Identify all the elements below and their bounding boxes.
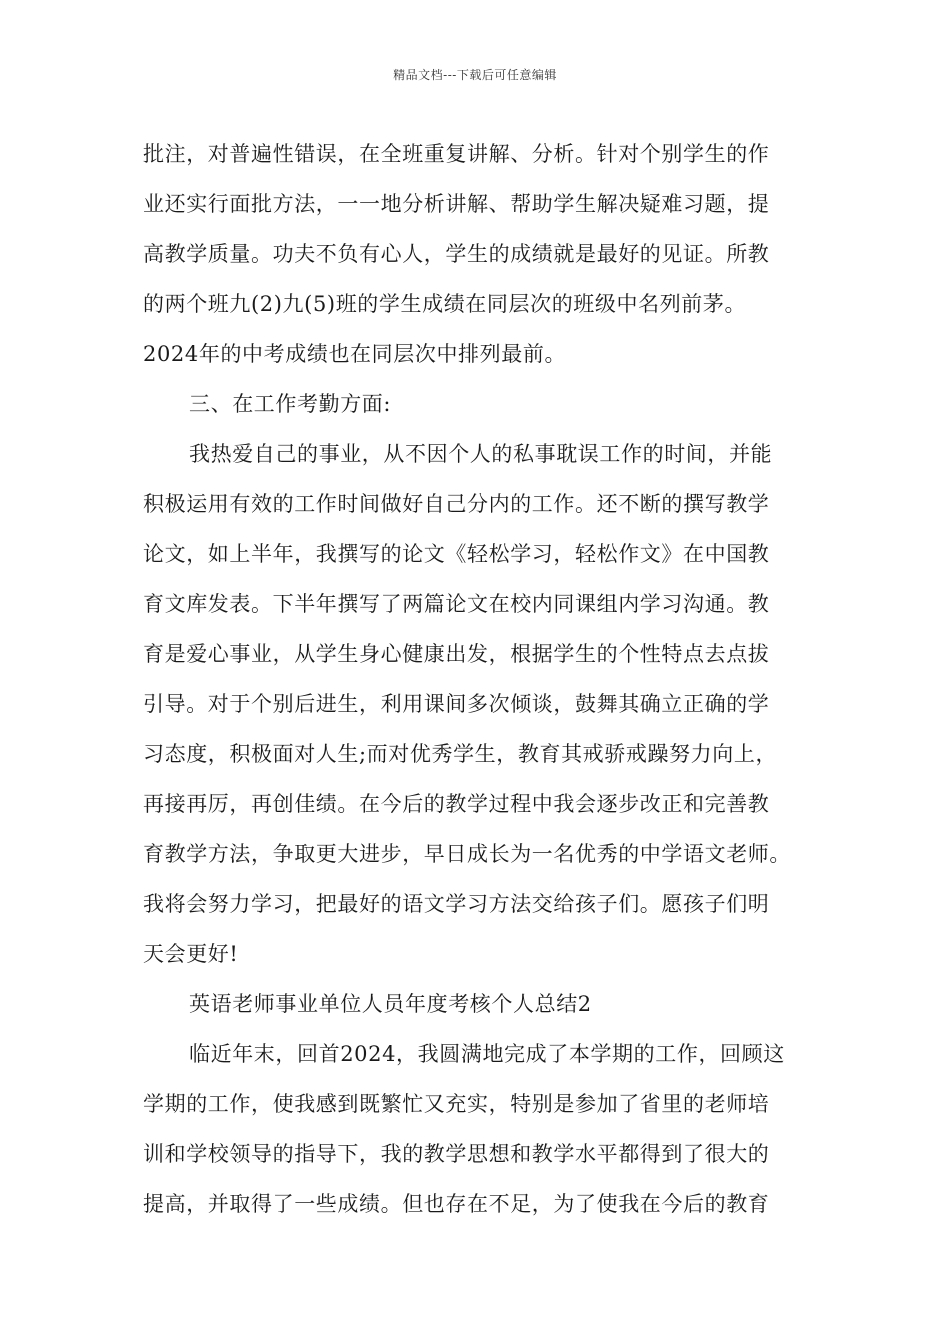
text-line: 提高，并取得了一些成绩。但也存在不足，为了使我在今后的教育 bbox=[143, 1192, 770, 1216]
text-line: 引导。对于个别后进生，利用课间多次倾谈，鼓舞其确立正确的学 bbox=[143, 692, 770, 716]
text-line: 训和学校领导的指导下，我的教学思想和教学水平都得到了很大的 bbox=[143, 1142, 770, 1166]
text-line: 育教学方法，争取更大进步，早日成长为一名优秀的中学语文老师。 bbox=[143, 842, 791, 866]
text-line: 育是爱心事业，从学生身心健康出发，根据学生的个性特点去点拔 bbox=[143, 642, 770, 666]
text-line: 积极运用有效的工作时间做好自己分内的工作。还不断的撰写教学 bbox=[143, 492, 770, 516]
text-line: 我热爱自己的事业，从不因个人的私事耽误工作的时间，并能 bbox=[189, 442, 773, 466]
text-line: 习态度，积极面对人生;而对优秀学生，教育其戒骄戒躁努力向上， bbox=[143, 742, 778, 766]
text-line: 临近年末，回首2024，我圆满地完成了本学期的工作，回顾这 bbox=[189, 1042, 785, 1066]
text-line: 高教学质量。功夫不负有心人，学生的成绩就是最好的见证。所教 bbox=[143, 242, 770, 266]
document-body bbox=[143, 129, 813, 1229]
text-line: 批注，对普遍性错误，在全班重复讲解、分析。针对个别学生的作 bbox=[143, 142, 770, 166]
text-line: 我将会努力学习，把最好的语文学习方法交给孩子们。愿孩子们明 bbox=[143, 892, 770, 916]
text-line: 2024年的中考成绩也在同层次中排列最前。 bbox=[143, 342, 567, 366]
text-line: 论文，如上半年，我撰写的论文《轻松学习，轻松作文》在中国教 bbox=[143, 542, 770, 566]
text-line: 育文库发表。下半年撰写了两篇论文在校内同课组内学习沟通。教 bbox=[143, 592, 770, 616]
text-line: 的两个班九(2)九(5)班的学生成绩在同层次的班级中名列前茅。 bbox=[143, 292, 747, 316]
text-line: 业还实行面批方法，一一地分析讲解、帮助学生解决疑难习题，提 bbox=[143, 192, 770, 216]
text-line: 学期的工作，使我感到既繁忙又充实，特别是参加了省里的老师培 bbox=[143, 1092, 770, 1116]
text-line: 天会更好! bbox=[143, 942, 239, 966]
text-line: 再接再厉，再创佳绩。在今后的教学过程中我会逐步改正和完善教 bbox=[143, 792, 770, 816]
text-line: 英语老师事业单位人员年度考核个人总结2 bbox=[189, 992, 592, 1016]
page-header: 精品文档---下载后可任意编辑 bbox=[393, 68, 557, 82]
text-line: 三、在工作考勤方面: bbox=[189, 392, 392, 416]
